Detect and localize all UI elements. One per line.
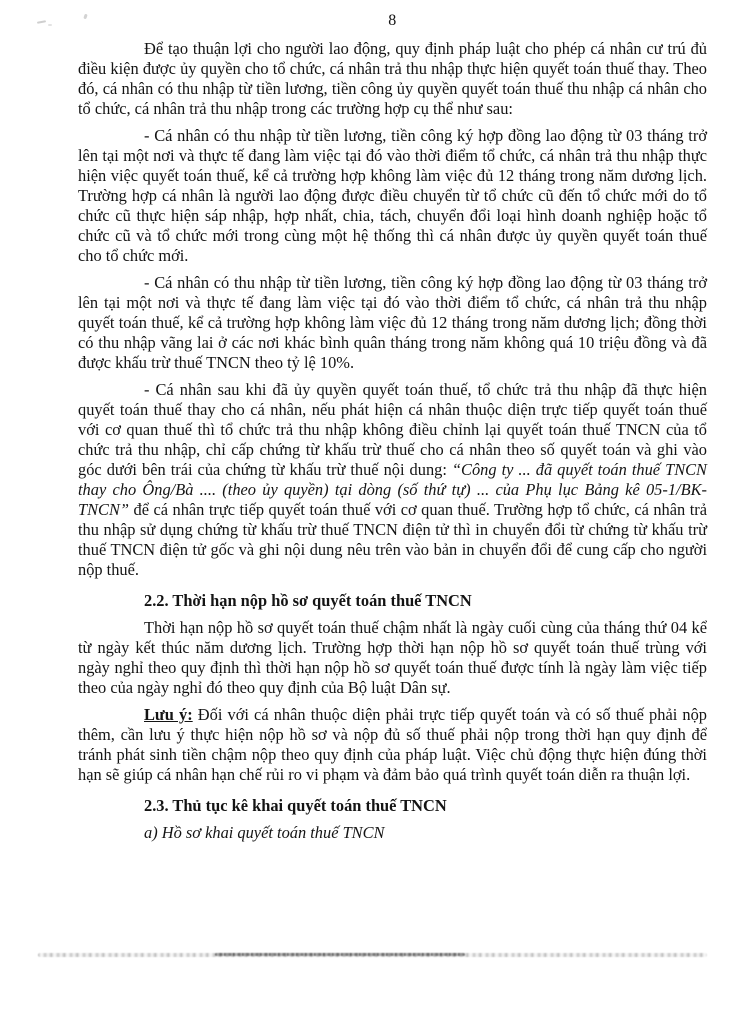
section-heading-2-2-deadline: 2.2. Thời hạn nộp hồ sơ quyết toán thuế TNCN [144,591,472,610]
bullet-casual-income-10-percent: - Cá nhân có thu nhập từ tiền lương, tiền công ký hợp đồng lao động từ 03 tháng trở lên tại một nơi và thực tế đang làm việc tại đó vào thời điểm tổ chức, cá nhân trả thu nhập quyết toán thuế, kể cả trường hợp không làm việc đủ 12 tháng trong năm dương lịch; đồng thời có thu nhập vãng lai ở các nơi khác bình quân tháng trong năm không quá 10 triệu đồng và đã được khấu trừ thuế TNCN theo tỷ lệ 10%. [78,273,707,372]
subsection-a-dossier-heading: a) Hồ sơ khai quyết toán thuế TNCN [144,823,385,842]
bullet-post-authorization-adjustment [78,380,707,580]
bullet-post-authorization-text-before-quote: - Cá nhân sau khi đã ủy quyền quyết toán thuế, tổ chức trả thu nhập đã thực hiện quyết toán thuế thay cho cá nhân, nếu phát hiện cá nhân thuộc diện trực tiếp quyết toán thuế với cơ quan thuế thì tổ chức trả thu nhập không điều chỉnh lại quyết toán thuế TNCN của tổ chức trả thu nhập, chỉ cấp chứng từ khấu trừ thuế cho cá nhân theo số quyết toán và ghi vào góc dưới bên trái của chứng từ khấu trừ thuế nội dung: [78,380,707,479]
note-text: Đối với cá nhân thuộc diện phải trực tiếp quyết toán và có số thuế phải nộp thêm, cần lưu ý thực hiện nộp hồ sơ và nộp đủ số thuế phải nộp trong thời hạn quy định để tránh phát sinh tiền chậm nộp theo quy định của pháp luật. Việc chủ động thực hiện đúng thời hạn sẽ giúp cá nhân hạn chế rủi ro vi phạm và đảm bảo quá trình quyết toán diễn ra thuận lợi. [78,705,707,784]
document-body [0,39,729,843]
deadline-paragraph: Thời hạn nộp hồ sơ quyết toán thuế chậm nhất là ngày cuối cùng của tháng thứ 04 kể từ ngày kết thúc năm dương lịch. Trường hợp thời hạn nộp hồ sơ quyết toán thuế trùng với ngày nghỉ theo quy định thì thời hạn nộp hồ sơ quyết toán thuế được tính là ngày làm việc tiếp theo của ngày nghỉ đó theo quy định của Bộ luật Dân sự. [78,618,707,697]
note-label: Lưu ý: [144,705,193,724]
intro-paragraph: Để tạo thuận lợi cho người lao động, quy định pháp luật cho phép cá nhân cư trú đủ điều kiện được ủy quyền cho tổ chức, cá nhân trả thu nhập thực hiện quyết toán thuế thay. Theo đó, cá nhân có thu nhập từ tiền lương, tiền công ủy quyền quyết toán thuế thu nhập cá nhân cho tổ chức, cá nhân trả thu nhập trong các trường hợp cụ thể như sau: [78,39,707,118]
section-heading-2-3-procedures: 2.3. Thủ tục kê khai quyết toán thuế TNCN [144,796,447,815]
scan-artifact-line-dark [215,953,465,956]
scan-speck [48,24,52,26]
page-number: 8 [388,12,397,29]
withholding-certificate-quote: “Công ty ... đã quyết toán thuế TNCN thay cho Ông/Bà .... (theo ủy quyền) tại dòng (số thứ tự) ... của Phụ lục Bảng kê 05-1/BK-TNCN” [78,460,707,519]
bullet-post-authorization-text-after-quote: để cá nhân trực tiếp quyết toán thuế với cơ quan thuế. Trường hợp tổ chức, cá nhân trả thu nhập sử dụng chứng từ khấu trừ thuế TNCN điện tử thì in chuyển đổi từ chứng từ khấu trừ thuế TNCN điện tử gốc và ghi nội dung nêu trên vào bản in chuyển đổi để cung cấp cho người nộp thuế. [78,500,707,579]
note-paragraph [78,705,707,785]
bullet-labor-contract-authorization: - Cá nhân có thu nhập từ tiền lương, tiền công ký hợp đồng lao động từ 03 tháng trở lên tại một nơi và thực tế đang làm việc tại đó vào thời điểm tổ chức, cá nhân trả thu nhập thực hiện việc quyết toán thuế, kể cả trường hợp không làm việc đủ 12 tháng trong năm dương lịch. Trường hợp cá nhân là người lao động được điều chuyển từ tổ chức cũ đến tổ chức mới do tổ chức cũ thực hiện sáp nhập, hợp nhất, chia, tách, chuyển đổi loại hình doanh nghiệp hoặc tổ chức cũ và tổ chức mới trong cùng một hệ thống thì cá nhân được ủy quyền quyết toán thuế cho tổ chức mới. [78,126,707,265]
